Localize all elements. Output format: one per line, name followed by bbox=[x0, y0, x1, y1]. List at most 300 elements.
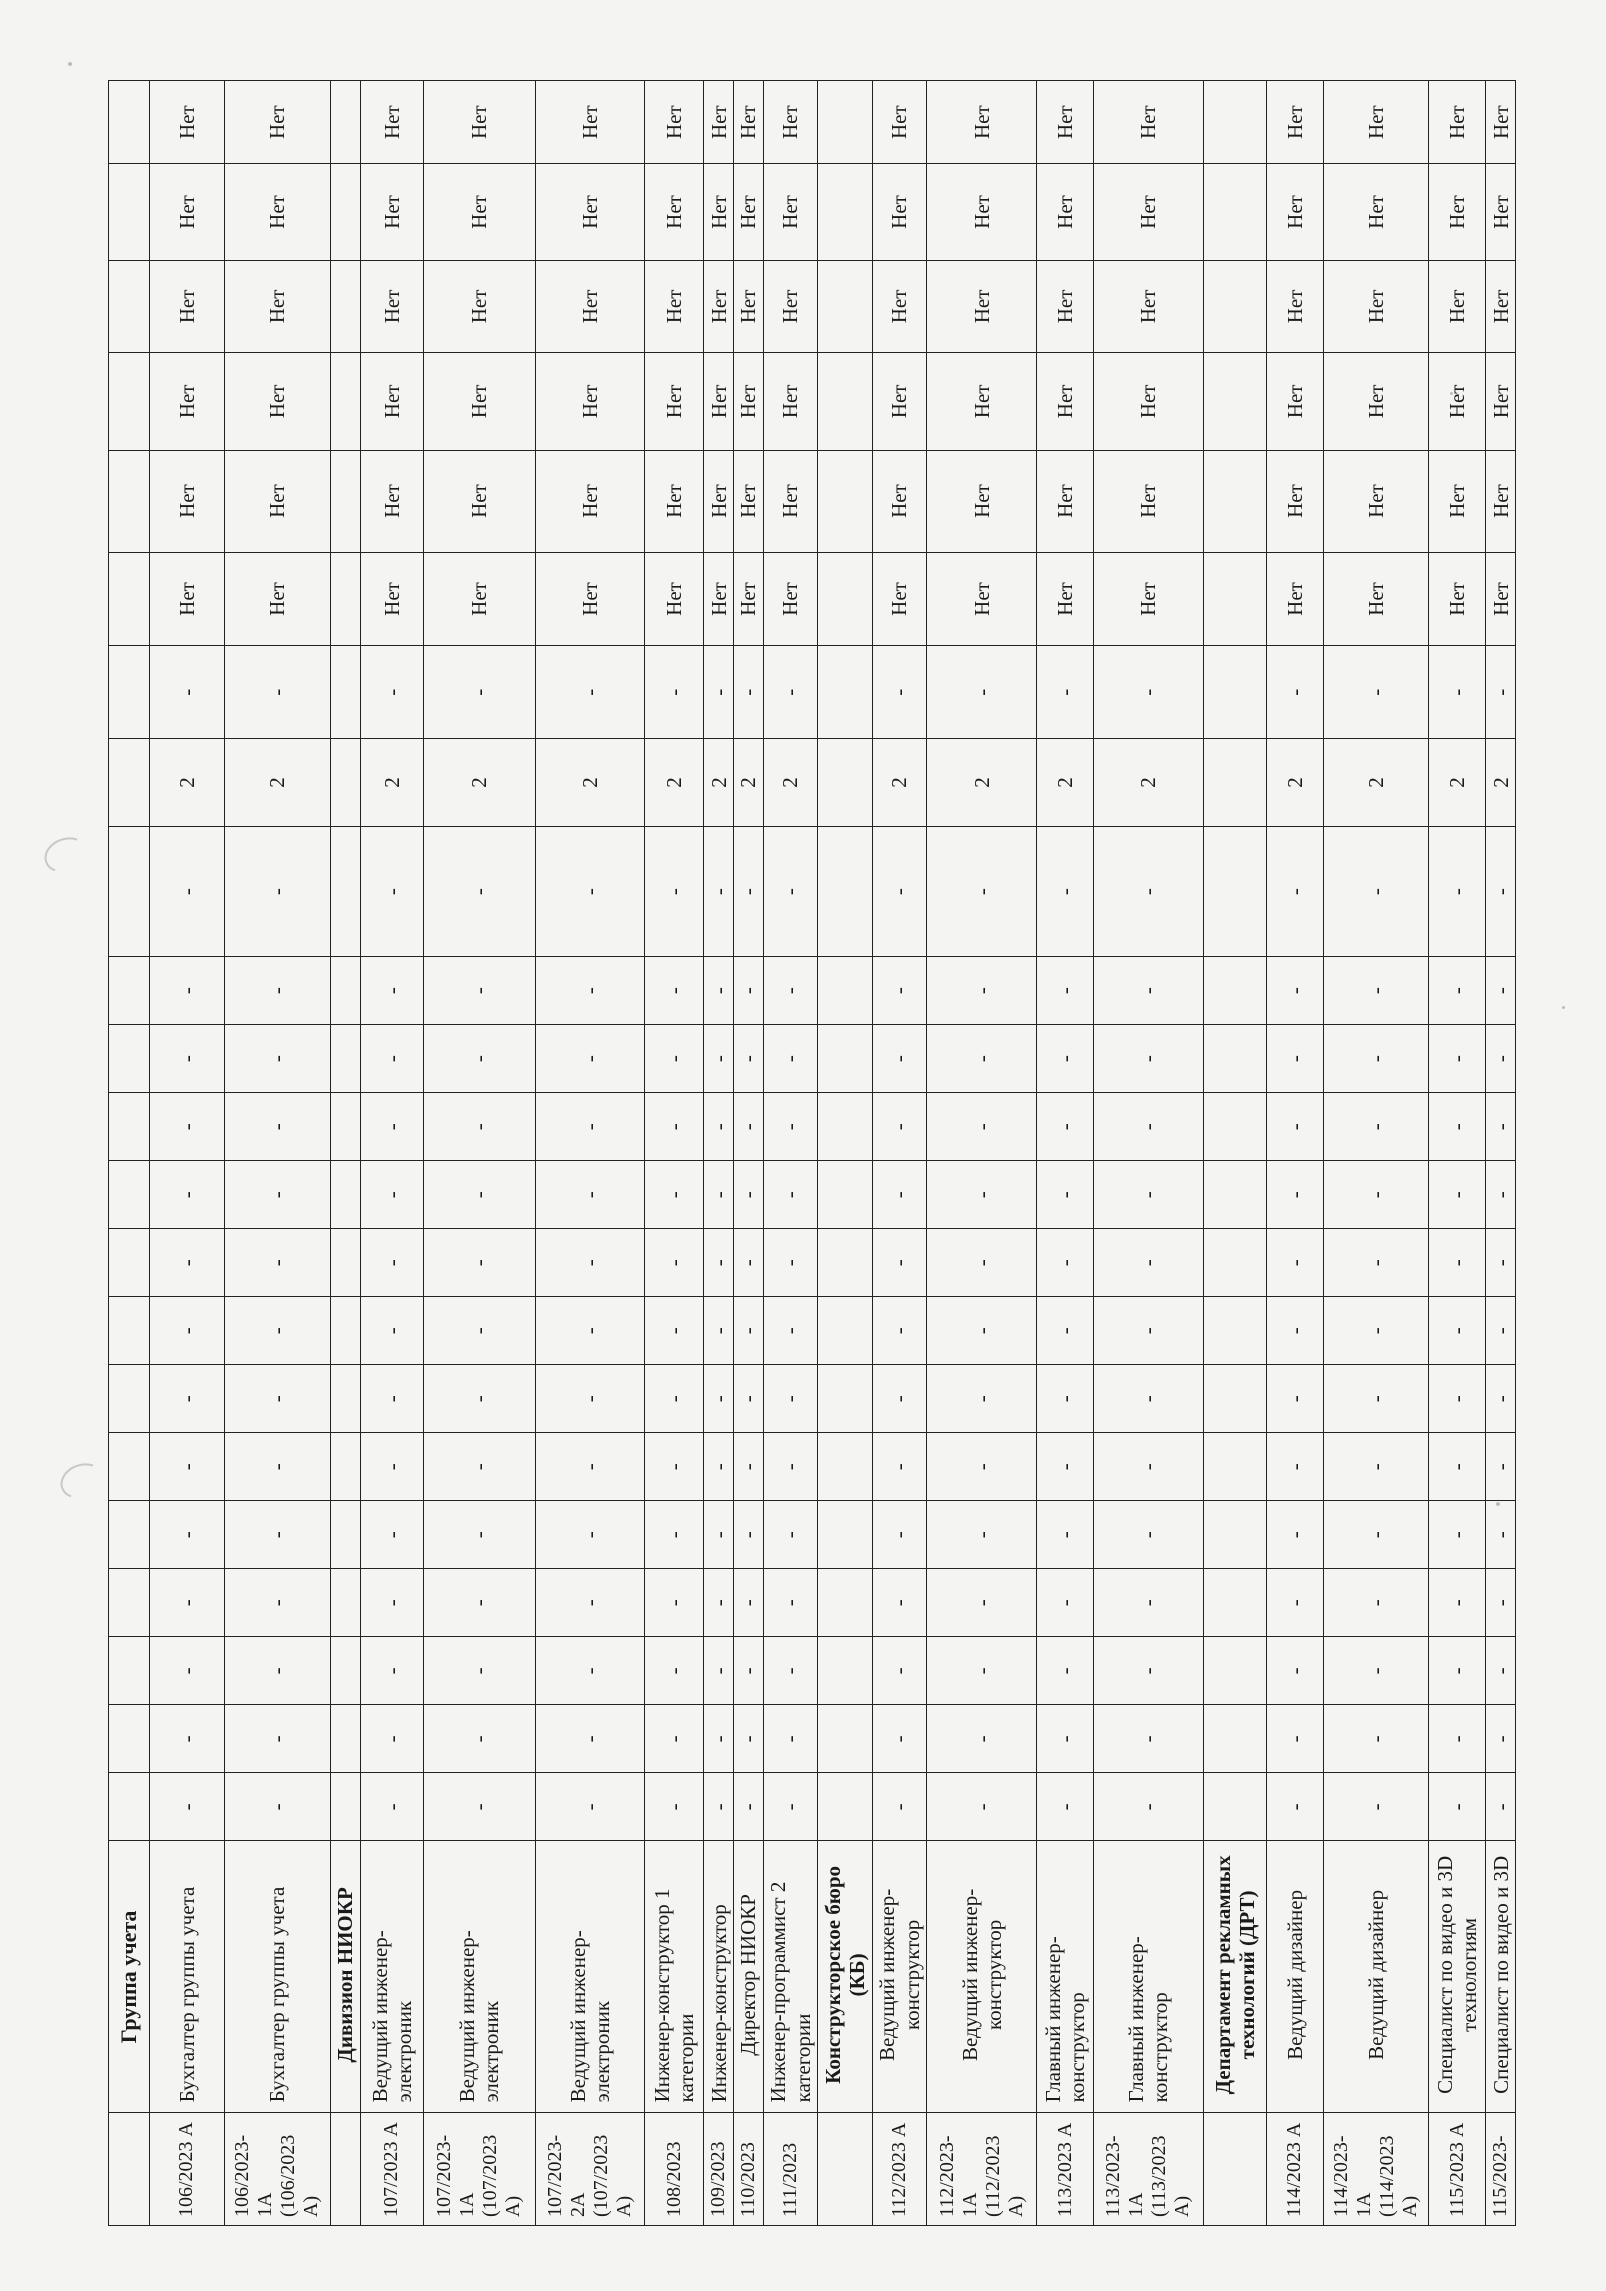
value-cell: - bbox=[423, 957, 535, 1025]
value-cell: Нет bbox=[1037, 552, 1094, 646]
scan-speck bbox=[1562, 1006, 1565, 1009]
value-cell: - bbox=[1266, 1093, 1323, 1161]
value-cell: - bbox=[1486, 1093, 1516, 1161]
value-cell: Нет bbox=[1094, 353, 1204, 450]
value-cell: - bbox=[733, 1229, 763, 1297]
value-cell: - bbox=[1323, 646, 1429, 739]
section-empty-cell bbox=[1203, 739, 1266, 827]
value-cell: - bbox=[1486, 826, 1516, 956]
value-cell: - bbox=[423, 646, 535, 739]
table-body bbox=[109, 81, 1516, 2226]
value-cell: - bbox=[645, 1229, 704, 1297]
value-cell: - bbox=[733, 1297, 763, 1365]
header-cell bbox=[109, 1365, 150, 1433]
position-code-cell: 113/2023-1А (113/2023 А) bbox=[1094, 2113, 1204, 2226]
value-cell: - bbox=[872, 1773, 927, 1841]
value-cell: Нет bbox=[872, 353, 927, 450]
value-cell: - bbox=[704, 1501, 734, 1569]
value-cell: - bbox=[1266, 1229, 1323, 1297]
value-cell: - bbox=[1429, 826, 1486, 956]
position-name-cell: Бухгалтер группы учета bbox=[149, 1841, 224, 2113]
value-cell: - bbox=[535, 1229, 645, 1297]
value-cell: - bbox=[733, 1637, 763, 1705]
position-name-cell: Ведущий инженер-электроник bbox=[423, 1841, 535, 2113]
section-empty-cell bbox=[1203, 957, 1266, 1025]
table-row bbox=[1094, 81, 1204, 2226]
value-cell: - bbox=[224, 1705, 330, 1773]
value-cell: - bbox=[1429, 1433, 1486, 1501]
value-cell: - bbox=[927, 1773, 1037, 1841]
value-cell: - bbox=[535, 1093, 645, 1161]
value-cell: - bbox=[535, 1161, 645, 1229]
value-cell: - bbox=[224, 826, 330, 956]
value-cell: - bbox=[224, 1569, 330, 1637]
value-cell: - bbox=[360, 1161, 423, 1229]
value-cell: - bbox=[927, 1569, 1037, 1637]
section-empty-cell bbox=[330, 1161, 360, 1229]
value-cell: - bbox=[224, 957, 330, 1025]
value-cell: Нет bbox=[535, 81, 645, 164]
section-empty-cell bbox=[330, 826, 360, 956]
value-cell: Нет bbox=[423, 81, 535, 164]
value-cell: Нет bbox=[360, 164, 423, 260]
value-cell: - bbox=[645, 1297, 704, 1365]
section-empty-cell bbox=[1203, 260, 1266, 353]
section-empty-cell bbox=[330, 1773, 360, 1841]
value-cell: - bbox=[1094, 826, 1204, 956]
value-cell: Нет bbox=[872, 552, 927, 646]
position-code-cell: 106/2023-1А (106/2023 А) bbox=[224, 2113, 330, 2226]
value-cell: - bbox=[423, 1433, 535, 1501]
value-cell: - bbox=[927, 1161, 1037, 1229]
value-cell: - bbox=[1037, 1705, 1094, 1773]
header-cell bbox=[109, 450, 150, 552]
position-code-cell: 114/2023 А bbox=[1266, 2113, 1323, 2226]
value-cell: Нет bbox=[1429, 353, 1486, 450]
value-cell: - bbox=[535, 957, 645, 1025]
value-cell: - bbox=[149, 1501, 224, 1569]
value-cell: - bbox=[535, 1297, 645, 1365]
section-empty-cell bbox=[818, 646, 872, 739]
section-empty-cell bbox=[330, 957, 360, 1025]
section-empty-cell bbox=[818, 957, 872, 1025]
section-empty-cell bbox=[1203, 1365, 1266, 1433]
value-cell: 2 bbox=[224, 739, 330, 827]
value-cell: - bbox=[1266, 1025, 1323, 1093]
section-empty-cell bbox=[818, 353, 872, 450]
position-name-cell: Специалист по видео и 3D bbox=[1486, 1841, 1516, 2113]
value-cell: - bbox=[535, 826, 645, 956]
value-cell: - bbox=[1037, 1365, 1094, 1433]
value-cell: Нет bbox=[423, 260, 535, 353]
value-cell: - bbox=[1037, 1637, 1094, 1705]
value-cell: Нет bbox=[1037, 260, 1094, 353]
header-cell bbox=[109, 81, 150, 164]
value-cell: - bbox=[1323, 1297, 1429, 1365]
value-cell: - bbox=[1037, 826, 1094, 956]
value-cell: - bbox=[733, 1433, 763, 1501]
value-cell: 2 bbox=[704, 739, 734, 827]
section-empty-cell bbox=[1203, 81, 1266, 164]
value-cell: - bbox=[423, 1705, 535, 1773]
value-cell: - bbox=[872, 957, 927, 1025]
section-empty-cell bbox=[818, 260, 872, 353]
value-cell: - bbox=[1429, 1093, 1486, 1161]
header-cell bbox=[109, 1569, 150, 1637]
value-cell: - bbox=[535, 1569, 645, 1637]
value-cell: - bbox=[763, 957, 818, 1025]
value-cell: - bbox=[763, 1365, 818, 1433]
value-cell: Нет bbox=[1094, 260, 1204, 353]
punch-hole-mark bbox=[56, 1458, 109, 1505]
value-cell: Нет bbox=[423, 552, 535, 646]
position-name-cell: Ведущий дизайнер bbox=[1266, 1841, 1323, 2113]
table-row bbox=[224, 81, 330, 2226]
value-cell: - bbox=[535, 1637, 645, 1705]
position-name-cell: Специалист по видео и 3D технологиям bbox=[1429, 1841, 1486, 2113]
section-empty-cell bbox=[330, 1433, 360, 1501]
header-cell bbox=[109, 1637, 150, 1705]
value-cell: - bbox=[763, 1297, 818, 1365]
section-empty-cell bbox=[818, 1093, 872, 1161]
value-cell: - bbox=[224, 1365, 330, 1433]
value-cell: - bbox=[872, 1025, 927, 1093]
value-cell: - bbox=[1429, 1569, 1486, 1637]
value-cell: - bbox=[1266, 1161, 1323, 1229]
value-cell: - bbox=[1429, 1229, 1486, 1297]
value-cell: Нет bbox=[1037, 81, 1094, 164]
value-cell: Нет bbox=[360, 353, 423, 450]
value-cell: - bbox=[149, 1229, 224, 1297]
value-cell: Нет bbox=[763, 552, 818, 646]
value-cell: - bbox=[927, 1501, 1037, 1569]
value-cell: - bbox=[360, 1705, 423, 1773]
section-empty-cell bbox=[818, 1637, 872, 1705]
value-cell: - bbox=[704, 1093, 734, 1161]
value-cell: - bbox=[224, 1501, 330, 1569]
value-cell: 2 bbox=[1486, 739, 1516, 827]
value-cell: - bbox=[645, 957, 704, 1025]
value-cell: - bbox=[1323, 1773, 1429, 1841]
section-empty-cell bbox=[818, 2113, 872, 2226]
value-cell: - bbox=[1094, 646, 1204, 739]
section-empty-cell bbox=[1203, 1025, 1266, 1093]
value-cell: - bbox=[927, 826, 1037, 956]
value-cell: Нет bbox=[1323, 353, 1429, 450]
value-cell: - bbox=[704, 826, 734, 956]
value-cell: Нет bbox=[1429, 450, 1486, 552]
value-cell: - bbox=[224, 1637, 330, 1705]
value-cell: - bbox=[535, 1773, 645, 1841]
section-empty-cell bbox=[818, 1433, 872, 1501]
position-name-cell: Директор НИОКР bbox=[733, 1841, 763, 2113]
position-name-cell: Ведущий инженер-конструктор bbox=[872, 1841, 927, 2113]
value-cell: - bbox=[872, 1705, 927, 1773]
value-cell: Нет bbox=[927, 450, 1037, 552]
section-empty-cell bbox=[1203, 1637, 1266, 1705]
section-empty-cell bbox=[330, 1229, 360, 1297]
value-cell: Нет bbox=[1266, 450, 1323, 552]
value-cell: - bbox=[872, 826, 927, 956]
position-name-cell: Ведущий инженер-электроник bbox=[360, 1841, 423, 2113]
value-cell: Нет bbox=[149, 450, 224, 552]
value-cell: Нет bbox=[149, 552, 224, 646]
section-empty-cell bbox=[1203, 826, 1266, 956]
value-cell: Нет bbox=[535, 353, 645, 450]
value-cell: - bbox=[763, 1433, 818, 1501]
header-cell bbox=[109, 1229, 150, 1297]
value-cell: Нет bbox=[1486, 164, 1516, 260]
header-cell bbox=[109, 1161, 150, 1229]
value-cell: - bbox=[1486, 1637, 1516, 1705]
value-cell: - bbox=[149, 826, 224, 956]
position-code-cell: 112/2023 А bbox=[872, 2113, 927, 2226]
value-cell: Нет bbox=[1323, 164, 1429, 260]
table-row bbox=[645, 81, 704, 2226]
value-cell: - bbox=[535, 1501, 645, 1569]
section-empty-cell bbox=[330, 1365, 360, 1433]
table-row bbox=[535, 81, 645, 2226]
value-cell: Нет bbox=[224, 552, 330, 646]
section-empty-cell bbox=[818, 1297, 872, 1365]
value-cell: Нет bbox=[535, 164, 645, 260]
value-cell: - bbox=[1429, 1637, 1486, 1705]
table-row bbox=[1037, 81, 1094, 2226]
header-cell bbox=[109, 957, 150, 1025]
value-cell: - bbox=[1323, 1093, 1429, 1161]
value-cell: 2 bbox=[1323, 739, 1429, 827]
section-empty-cell bbox=[330, 164, 360, 260]
value-cell: - bbox=[149, 1365, 224, 1433]
position-name-cell: Главный инженер-конструктор bbox=[1037, 1841, 1094, 2113]
value-cell: - bbox=[535, 1433, 645, 1501]
value-cell: - bbox=[1486, 1501, 1516, 1569]
value-cell: Нет bbox=[872, 260, 927, 353]
value-cell: Нет bbox=[149, 164, 224, 260]
value-cell: - bbox=[927, 1093, 1037, 1161]
value-cell: Нет bbox=[927, 353, 1037, 450]
value-cell: - bbox=[1323, 1569, 1429, 1637]
value-cell: - bbox=[224, 1025, 330, 1093]
value-cell: Нет bbox=[1486, 450, 1516, 552]
value-cell: - bbox=[1486, 1025, 1516, 1093]
value-cell: - bbox=[704, 1433, 734, 1501]
value-cell: - bbox=[149, 646, 224, 739]
value-cell: - bbox=[1094, 1093, 1204, 1161]
value-cell: - bbox=[1266, 1773, 1323, 1841]
section-empty-cell bbox=[330, 81, 360, 164]
value-cell: - bbox=[1323, 1433, 1429, 1501]
value-cell: 2 bbox=[645, 739, 704, 827]
value-cell: - bbox=[423, 1025, 535, 1093]
value-cell: - bbox=[1037, 1501, 1094, 1569]
value-cell: Нет bbox=[1323, 450, 1429, 552]
value-cell: - bbox=[149, 1773, 224, 1841]
section-empty-cell bbox=[330, 552, 360, 646]
value-cell: Нет bbox=[224, 164, 330, 260]
punch-hole-mark bbox=[40, 832, 93, 879]
value-cell: - bbox=[1037, 1569, 1094, 1637]
section-empty-cell bbox=[818, 164, 872, 260]
value-cell: Нет bbox=[149, 260, 224, 353]
value-cell: Нет bbox=[535, 450, 645, 552]
value-cell: - bbox=[763, 1093, 818, 1161]
value-cell: 2 bbox=[1429, 739, 1486, 827]
value-cell: - bbox=[423, 1501, 535, 1569]
value-cell: Нет bbox=[704, 260, 734, 353]
section-title: Конструкторское бюро (КБ) bbox=[818, 1841, 872, 2113]
table-row bbox=[149, 81, 224, 2226]
section-empty-cell bbox=[818, 1025, 872, 1093]
value-cell: - bbox=[872, 1637, 927, 1705]
value-cell: Нет bbox=[704, 552, 734, 646]
value-cell: Нет bbox=[645, 164, 704, 260]
value-cell: - bbox=[763, 1161, 818, 1229]
section-empty-cell bbox=[330, 1705, 360, 1773]
value-cell: Нет bbox=[1266, 260, 1323, 353]
value-cell: - bbox=[1323, 1161, 1429, 1229]
position-name-cell: Ведущий инженер-конструктор bbox=[927, 1841, 1037, 2113]
table-row bbox=[733, 81, 763, 2226]
value-cell: 2 bbox=[149, 739, 224, 827]
value-cell: - bbox=[1266, 957, 1323, 1025]
value-cell: Нет bbox=[733, 450, 763, 552]
value-cell: - bbox=[1094, 1161, 1204, 1229]
value-cell: - bbox=[1429, 1025, 1486, 1093]
value-cell: 2 bbox=[1266, 739, 1323, 827]
value-cell: - bbox=[1323, 1025, 1429, 1093]
value-cell: - bbox=[763, 1637, 818, 1705]
value-cell: Нет bbox=[535, 260, 645, 353]
value-cell: Нет bbox=[423, 164, 535, 260]
value-cell: - bbox=[423, 1093, 535, 1161]
value-cell: - bbox=[1037, 1093, 1094, 1161]
value-cell: - bbox=[1486, 1569, 1516, 1637]
value-cell: - bbox=[1266, 826, 1323, 956]
value-cell: - bbox=[1486, 957, 1516, 1025]
section-empty-cell bbox=[1203, 646, 1266, 739]
value-cell: - bbox=[1323, 1637, 1429, 1705]
value-cell: - bbox=[360, 1025, 423, 1093]
value-cell: - bbox=[360, 1773, 423, 1841]
value-cell: Нет bbox=[1266, 164, 1323, 260]
value-cell: - bbox=[1429, 1297, 1486, 1365]
section-empty-cell bbox=[330, 353, 360, 450]
value-cell: - bbox=[423, 1297, 535, 1365]
value-cell: Нет bbox=[224, 81, 330, 164]
value-cell: - bbox=[1037, 1773, 1094, 1841]
value-cell: - bbox=[149, 1025, 224, 1093]
value-cell: - bbox=[360, 1093, 423, 1161]
value-cell: - bbox=[704, 957, 734, 1025]
value-cell: - bbox=[733, 1501, 763, 1569]
value-cell: - bbox=[1486, 1365, 1516, 1433]
value-cell: - bbox=[1094, 1501, 1204, 1569]
header-empty-cell bbox=[109, 2113, 150, 2226]
value-cell: Нет bbox=[1429, 552, 1486, 646]
value-cell: Нет bbox=[423, 353, 535, 450]
value-cell: Нет bbox=[1486, 353, 1516, 450]
value-cell: Нет bbox=[645, 353, 704, 450]
header-cell bbox=[109, 1297, 150, 1365]
value-cell: Нет bbox=[149, 353, 224, 450]
value-cell: Нет bbox=[1323, 552, 1429, 646]
section-row bbox=[1203, 81, 1266, 2226]
value-cell: Нет bbox=[927, 81, 1037, 164]
value-cell: - bbox=[763, 826, 818, 956]
value-cell: Нет bbox=[224, 260, 330, 353]
value-cell: - bbox=[149, 1569, 224, 1637]
value-cell: Нет bbox=[733, 353, 763, 450]
section-empty-cell bbox=[818, 739, 872, 827]
value-cell: - bbox=[1429, 1773, 1486, 1841]
value-cell: - bbox=[535, 1365, 645, 1433]
value-cell: - bbox=[1266, 1433, 1323, 1501]
value-cell: Нет bbox=[360, 260, 423, 353]
value-cell: Нет bbox=[1266, 552, 1323, 646]
value-cell: - bbox=[645, 1161, 704, 1229]
value-cell: Нет bbox=[224, 450, 330, 552]
position-code-cell: 108/2023 bbox=[645, 2113, 704, 2226]
section-empty-cell bbox=[818, 1705, 872, 1773]
value-cell: Нет bbox=[1323, 260, 1429, 353]
value-cell: - bbox=[423, 1161, 535, 1229]
section-empty-cell bbox=[1203, 353, 1266, 450]
value-cell: - bbox=[872, 646, 927, 739]
value-cell: Нет bbox=[423, 450, 535, 552]
value-cell: - bbox=[1323, 1705, 1429, 1773]
section-empty-cell bbox=[330, 1569, 360, 1637]
section-empty-cell bbox=[330, 646, 360, 739]
value-cell: - bbox=[149, 1297, 224, 1365]
value-cell: - bbox=[1323, 826, 1429, 956]
value-cell: Нет bbox=[360, 81, 423, 164]
table-row bbox=[704, 81, 734, 2226]
value-cell: Нет bbox=[645, 260, 704, 353]
value-cell: - bbox=[704, 1569, 734, 1637]
value-cell: - bbox=[1323, 1229, 1429, 1297]
value-cell: - bbox=[733, 1365, 763, 1433]
value-cell: - bbox=[1266, 1637, 1323, 1705]
value-cell: - bbox=[733, 1025, 763, 1093]
value-cell: - bbox=[423, 1229, 535, 1297]
value-cell: Нет bbox=[704, 450, 734, 552]
value-cell: - bbox=[763, 1229, 818, 1297]
value-cell: - bbox=[1094, 1229, 1204, 1297]
value-cell: Нет bbox=[1037, 164, 1094, 260]
section-empty-cell bbox=[1203, 1705, 1266, 1773]
position-name-cell: Ведущий дизайнер bbox=[1323, 1841, 1429, 2113]
value-cell: - bbox=[360, 1433, 423, 1501]
value-cell: - bbox=[1486, 1773, 1516, 1841]
value-cell: Нет bbox=[872, 81, 927, 164]
value-cell: - bbox=[1486, 1433, 1516, 1501]
value-cell: Нет bbox=[733, 164, 763, 260]
value-cell: - bbox=[224, 1229, 330, 1297]
position-name-cell: Инженер-конструктор bbox=[704, 1841, 734, 2113]
value-cell: - bbox=[1486, 1705, 1516, 1773]
accounting-groups-table bbox=[108, 80, 1516, 2226]
value-cell: Нет bbox=[1486, 260, 1516, 353]
value-cell: - bbox=[360, 1569, 423, 1637]
value-cell: - bbox=[704, 646, 734, 739]
value-cell: 2 bbox=[360, 739, 423, 827]
value-cell: - bbox=[224, 1093, 330, 1161]
value-cell: - bbox=[872, 1365, 927, 1433]
value-cell: - bbox=[1323, 1501, 1429, 1569]
section-empty-cell bbox=[330, 1637, 360, 1705]
position-code-cell: 112/2023-1А (112/2023 А) bbox=[927, 2113, 1037, 2226]
